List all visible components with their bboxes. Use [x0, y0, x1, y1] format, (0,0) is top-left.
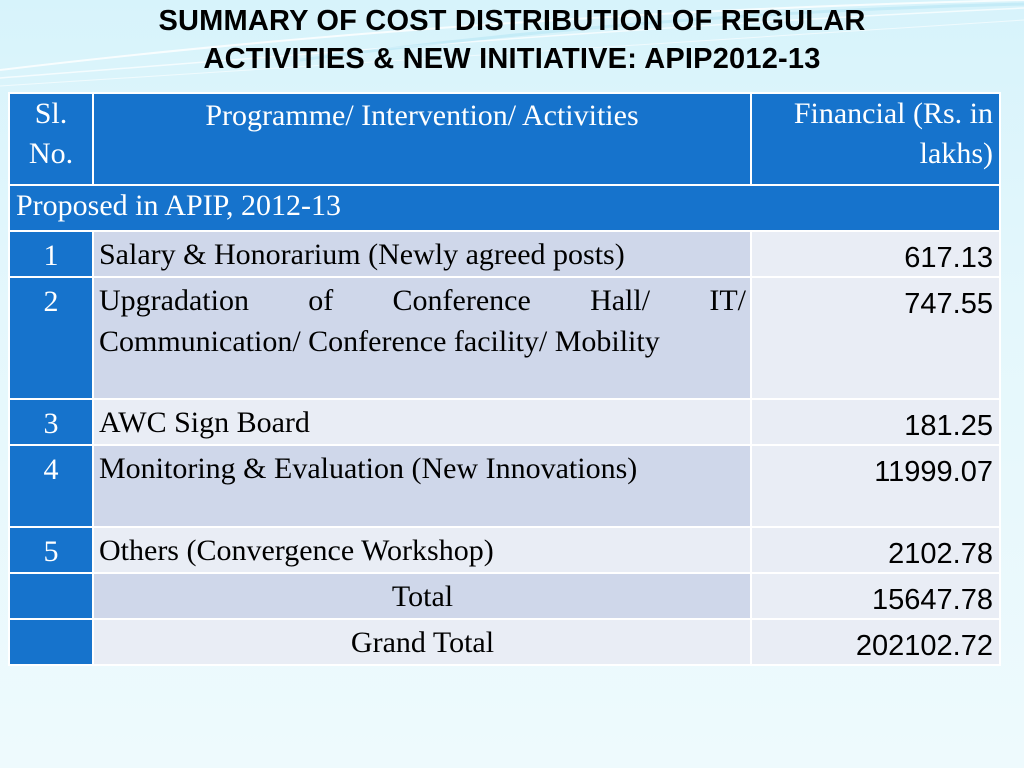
row-description: Salary & Honorarium (Newly agreed posts) — [93, 231, 751, 277]
grand-total-sl-empty — [9, 619, 93, 665]
header-financial: Financial (Rs. in lakhs) — [751, 93, 1000, 185]
row-sl: 2 — [9, 277, 93, 399]
row-sl: 5 — [9, 527, 93, 573]
header-sl-no: Sl. No. — [9, 93, 93, 185]
grand-total-value: 202102.72 — [751, 619, 1000, 665]
row-value: 2102.78 — [751, 527, 1000, 573]
total-sl-empty — [9, 573, 93, 619]
row-description: Monitoring & Evaluation (New Innovations) — [93, 445, 751, 527]
table-row — [9, 231, 1000, 277]
grand-total-row — [9, 619, 1000, 665]
row-sl: 3 — [9, 399, 93, 445]
row-description: Others (Convergence Workshop) — [93, 527, 751, 573]
title-line-2: ACTIVITIES & NEW INITIATIVE: APIP2012-13 — [203, 43, 821, 75]
header-programme: Programme/ Intervention/ Activities — [93, 93, 751, 185]
row-sl: 1 — [9, 231, 93, 277]
title-line-1: SUMMARY OF COST DISTRIBUTION OF REGULAR — [158, 5, 866, 37]
row-value: 747.55 — [751, 277, 1000, 399]
section-label: Proposed in APIP, 2012-13 — [9, 185, 1000, 231]
row-description: Upgradation of Conference Hall/ IT/ Communication/ Conference facility/ Mobility — [93, 277, 751, 399]
table-row — [9, 277, 1000, 399]
grand-total-label: Grand Total — [93, 619, 751, 665]
row-description: AWC Sign Board — [93, 399, 751, 445]
total-row — [9, 573, 1000, 619]
page-title — [0, 2, 1024, 78]
table-row — [9, 399, 1000, 445]
table-row — [9, 527, 1000, 573]
total-value: 15647.78 — [751, 573, 1000, 619]
row-sl: 4 — [9, 445, 93, 527]
cost-distribution-table — [8, 92, 1001, 666]
row-value: 181.25 — [751, 399, 1000, 445]
table-row — [9, 445, 1000, 527]
table-header-row — [9, 93, 1000, 185]
section-row — [9, 185, 1000, 231]
total-label: Total — [93, 573, 751, 619]
row-value: 11999.07 — [751, 445, 1000, 527]
row-value: 617.13 — [751, 231, 1000, 277]
